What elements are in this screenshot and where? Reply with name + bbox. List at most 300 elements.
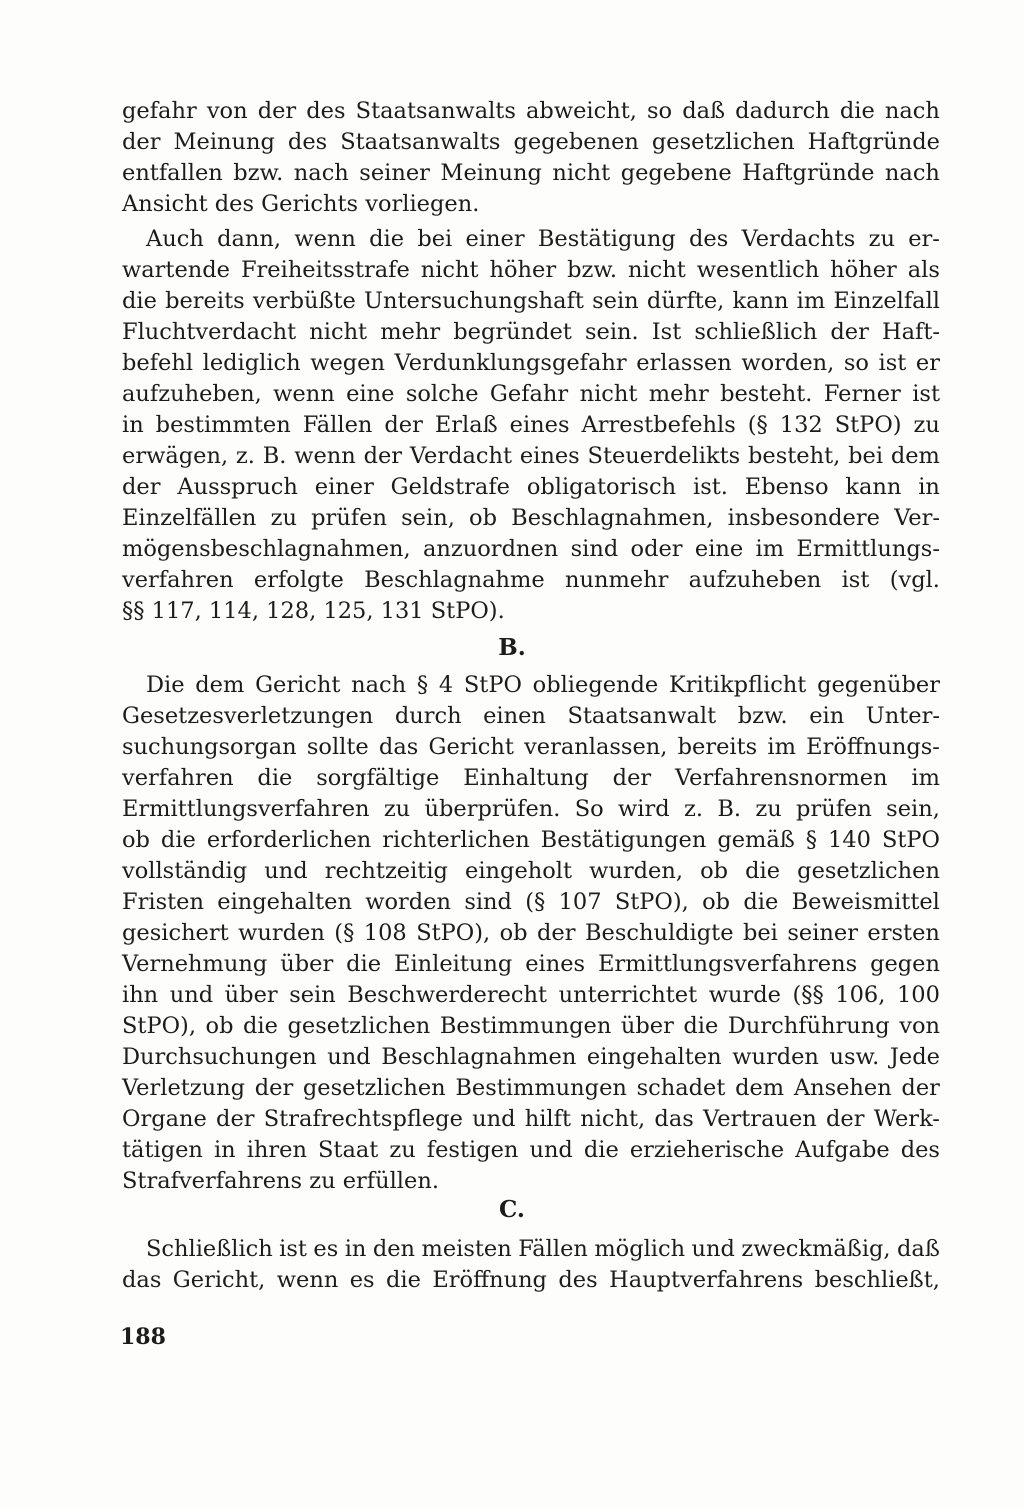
word: solche — [405, 381, 479, 407]
word: Haftgründe — [807, 129, 940, 155]
word: 140 — [828, 827, 871, 853]
word: B. — [717, 796, 742, 822]
word: ist — [912, 381, 940, 407]
word: im — [796, 288, 826, 314]
word: Hauptverfahrens — [609, 1267, 804, 1293]
word: mehr — [648, 381, 709, 407]
word: z. — [684, 796, 704, 822]
word: Freiheitsstrafe — [240, 257, 410, 283]
word: die — [257, 765, 293, 791]
text-line — [122, 825, 940, 856]
text-line: §§ 117, 114, 128, 125, 131 StPO). — [122, 598, 505, 624]
word: die — [369, 226, 405, 252]
section-heading-c: C. — [499, 1196, 525, 1223]
word: er — [915, 350, 940, 376]
word: hilft — [524, 1106, 571, 1132]
word: Gericht, — [172, 1267, 266, 1293]
word: besteht, — [748, 443, 841, 469]
text-line — [122, 1042, 940, 1073]
word: dann, — [217, 226, 282, 252]
word: dürfte, — [646, 288, 725, 314]
text-line — [122, 763, 940, 794]
word: nach — [293, 160, 349, 186]
word: ist — [841, 567, 870, 593]
word: ihn — [122, 982, 159, 1008]
word: als — [907, 257, 940, 283]
word: die — [683, 1013, 719, 1039]
word: Beschlagnahmen — [381, 1044, 577, 1070]
word: des — [689, 226, 729, 252]
word: Meinung — [440, 160, 542, 186]
word: sein, — [886, 796, 940, 822]
word: sollte — [306, 734, 369, 760]
word: Einzelfall — [833, 288, 940, 314]
word: § — [805, 827, 818, 853]
word: höher — [830, 257, 897, 283]
word: usw. — [829, 1044, 880, 1070]
word: in — [344, 1236, 367, 1262]
word: Staatsanwalts — [355, 98, 516, 124]
word: sein. — [584, 319, 639, 345]
word: der — [122, 474, 161, 500]
word: eingehalten — [217, 889, 352, 915]
word: suchungsorgan — [122, 734, 297, 760]
text-line — [122, 1265, 940, 1296]
word: die — [160, 827, 196, 853]
word: schließlich — [694, 319, 818, 345]
paragraph-4 — [122, 1234, 940, 1296]
word: zu — [913, 412, 940, 438]
text-line — [122, 887, 940, 918]
word: ist — [279, 1236, 307, 1262]
word: das — [654, 1106, 694, 1132]
word: gemäß — [717, 827, 795, 853]
word: Unter- — [865, 703, 940, 729]
word: möglich — [594, 1236, 686, 1262]
word: StPO), — [122, 1013, 196, 1039]
word: wenn — [273, 381, 335, 407]
word: wenn — [276, 1267, 339, 1293]
word: im — [767, 734, 796, 760]
word: Vertrauen — [703, 1106, 817, 1132]
word: kann — [732, 288, 789, 314]
word: und — [529, 1137, 573, 1163]
word: in — [122, 412, 144, 438]
word: Vernehmung — [122, 951, 268, 977]
word: der — [216, 1106, 255, 1132]
text-line — [122, 732, 940, 763]
word: ist — [878, 350, 907, 376]
word: wegen — [310, 350, 385, 376]
paragraph-1 — [122, 96, 940, 220]
word: der — [612, 765, 652, 791]
word: ersten — [867, 920, 940, 946]
text-line — [122, 127, 940, 158]
word: gesichert — [122, 920, 229, 946]
word: nicht, — [580, 1106, 646, 1132]
word: nicht — [420, 257, 479, 283]
word: gefahr — [122, 98, 197, 124]
word: so — [647, 98, 673, 124]
word: wurden — [732, 1044, 819, 1070]
word: von — [899, 1013, 940, 1039]
word: die — [243, 1013, 278, 1039]
word: Fällen — [302, 412, 373, 438]
word: befehl — [122, 350, 194, 376]
word: Haftgründe — [742, 160, 875, 186]
word: rechtzeitig — [324, 858, 448, 884]
word: des — [558, 1267, 598, 1293]
word: des — [287, 129, 328, 155]
word: eines — [519, 443, 580, 469]
word: das — [378, 734, 419, 760]
word: bei — [848, 443, 884, 469]
word: Ermittlungs- — [796, 536, 940, 562]
text-line — [122, 794, 940, 825]
word: sein — [289, 982, 336, 1008]
word: Verdunklungsgefahr — [394, 350, 627, 376]
word: gegen — [870, 951, 940, 977]
word: Kritikpflicht — [668, 672, 807, 698]
section-heading-b: B. — [498, 634, 526, 661]
word: ein — [809, 703, 845, 729]
word: dadurch — [735, 98, 830, 124]
word: eines — [525, 951, 586, 977]
word: Verfahrensnormen — [675, 765, 888, 791]
text-line — [122, 317, 940, 348]
text-line — [122, 949, 940, 980]
word: entfallen — [122, 160, 223, 186]
word: dem — [195, 672, 245, 698]
word: Meinung — [173, 129, 275, 155]
word: der — [257, 98, 297, 124]
word: bestimmten — [155, 412, 291, 438]
word: eine — [694, 536, 744, 562]
word: insbesondere — [727, 505, 880, 531]
word: Fällen — [518, 1236, 588, 1262]
word: beschließt, — [814, 1267, 940, 1293]
word: unterrichtet — [558, 982, 698, 1008]
word: seiner — [359, 160, 430, 186]
word: zu — [755, 796, 782, 822]
word: Bestimmungen — [455, 1075, 627, 1101]
word: prüfen — [311, 505, 387, 531]
word: richterlichen — [382, 827, 530, 853]
word: zweckmäßig, — [741, 1236, 891, 1262]
word: bzw. — [567, 257, 618, 283]
word: wurden — [238, 920, 325, 946]
text-line: Strafverfahrens zu erfüllen. — [122, 1168, 439, 1194]
word: der — [537, 920, 576, 946]
word: Die — [146, 672, 185, 698]
word: Staat — [317, 1137, 379, 1163]
word: über — [224, 982, 278, 1008]
word: ob — [499, 920, 528, 946]
word: und — [169, 982, 214, 1008]
word: Strafrechtspflege — [263, 1106, 463, 1132]
text-line — [122, 1011, 940, 1042]
word: 106, — [835, 982, 886, 1008]
word: Ermittlungsverfahren — [122, 796, 370, 822]
word: obligatorisch — [526, 474, 677, 500]
word: veranlassen, — [524, 734, 668, 760]
word: verfahren — [122, 567, 234, 593]
word: So — [574, 796, 604, 822]
word: StPO — [463, 672, 522, 698]
word: prüfen — [796, 796, 872, 822]
word: Auch — [146, 226, 204, 252]
word: Beschlagnahme — [364, 567, 545, 593]
word: einer — [465, 226, 525, 252]
word: mehr — [380, 319, 441, 345]
word: der — [901, 1075, 940, 1101]
word: Ausspruch — [177, 474, 298, 500]
text-line — [122, 472, 940, 503]
word: bereits — [165, 288, 245, 314]
word: gesetzlichen — [302, 1075, 446, 1101]
word: der — [830, 319, 869, 345]
word: Bestätigung — [537, 226, 676, 252]
word: nach — [884, 160, 940, 186]
word: und — [691, 1236, 735, 1262]
word: das — [122, 1267, 162, 1293]
word: wird — [618, 796, 670, 822]
word: daß — [682, 98, 726, 124]
word: die — [346, 951, 382, 977]
word: Werk- — [873, 1106, 940, 1132]
word: Fluchtverdacht — [122, 319, 297, 345]
text-line — [122, 1104, 940, 1135]
word: Ferner — [823, 381, 901, 407]
word: es — [313, 1236, 339, 1262]
word: sorgfältige — [316, 765, 440, 791]
word: des — [900, 1137, 940, 1163]
text-line — [122, 534, 940, 565]
word: z. — [235, 443, 255, 469]
word: worden — [365, 889, 452, 915]
word: bei — [742, 920, 778, 946]
word: und — [472, 1106, 516, 1132]
word: der — [363, 443, 403, 469]
word: ob — [205, 1013, 234, 1039]
word: ob — [700, 858, 729, 884]
word: ob — [702, 889, 731, 915]
word: Durchsuchungen — [122, 1044, 317, 1070]
word: Ermittlungsverfahrens — [598, 951, 858, 977]
word: Gericht — [428, 734, 514, 760]
word: Einzelfällen — [122, 505, 257, 531]
word: Verletzung — [122, 1075, 246, 1101]
word: die — [745, 858, 781, 884]
word: aufzuheben, — [122, 381, 262, 407]
word: 4 — [438, 672, 454, 698]
word: gegenüber — [817, 672, 940, 698]
word: nicht — [628, 257, 686, 283]
word: 107 — [558, 889, 602, 915]
text-line — [122, 565, 940, 596]
word: Staatsanwalt — [567, 703, 717, 729]
word: nicht — [309, 319, 368, 345]
word: daß — [897, 1236, 940, 1262]
word: festigen — [426, 1137, 519, 1163]
word: durch — [394, 703, 462, 729]
word: eine — [346, 381, 395, 407]
word: erforderlichen — [206, 827, 372, 853]
word: der — [254, 1075, 294, 1101]
text-line — [122, 1073, 940, 1104]
word: von — [206, 98, 248, 124]
word: (§ — [747, 412, 768, 438]
text-line — [122, 701, 940, 732]
word: Eröffnungs- — [806, 734, 940, 760]
word: 132 — [779, 412, 823, 438]
word: gegebene — [620, 160, 732, 186]
word: bereits — [677, 734, 758, 760]
word: Jede — [889, 1044, 940, 1070]
word: in — [213, 1137, 236, 1163]
text-line — [122, 348, 940, 379]
page-number: 188 — [120, 1324, 166, 1350]
word: ihren — [246, 1137, 307, 1163]
word: bzw. — [737, 703, 788, 729]
word: nicht — [552, 160, 611, 186]
word: Bestimmungen — [439, 1013, 612, 1039]
word: dem — [735, 1075, 785, 1101]
word: worden, — [741, 350, 835, 376]
word: wenn — [294, 443, 356, 469]
word: gesetzlichen — [287, 1013, 431, 1039]
word: wesentlich — [696, 257, 820, 283]
word: Erlaß — [434, 412, 498, 438]
word: Bestätigungen — [540, 827, 707, 853]
word: zu — [868, 226, 895, 252]
word: Ist — [651, 319, 682, 345]
text-line — [122, 224, 940, 255]
word: erwägen, — [122, 443, 229, 469]
word: Aufgabe — [795, 1137, 890, 1163]
text-line — [122, 286, 940, 317]
word: die — [743, 889, 779, 915]
word: seiner — [787, 920, 858, 946]
word: (§§ — [792, 982, 824, 1008]
word: 100 — [896, 982, 940, 1008]
text-line — [122, 503, 940, 534]
word: es — [349, 1267, 375, 1293]
word: Ver- — [894, 505, 940, 531]
word: Gefahr — [489, 381, 569, 407]
word: schadet — [636, 1075, 726, 1101]
word: die — [386, 1267, 421, 1293]
word: den — [372, 1236, 416, 1262]
word: dem — [890, 443, 940, 469]
word: Haft- — [881, 319, 940, 345]
word: sind — [464, 889, 512, 915]
word: erlassen — [636, 350, 732, 376]
paragraph-3 — [122, 670, 940, 1197]
word: sein — [592, 288, 639, 314]
text-line — [122, 670, 940, 701]
word: Einhaltung — [463, 765, 589, 791]
word: Ebenso — [744, 474, 829, 500]
word: wurden, — [589, 858, 684, 884]
word: erfolgte — [253, 567, 344, 593]
text-line — [122, 918, 940, 949]
word: Fristen — [122, 889, 204, 915]
word: mögensbeschlagnahmen, — [122, 536, 411, 562]
word: abweicht, — [526, 98, 637, 124]
word: die — [583, 1137, 619, 1163]
word: der — [826, 1106, 865, 1132]
word: begründet — [453, 319, 572, 345]
word: ob — [469, 505, 497, 531]
word: überprüfen. — [424, 796, 561, 822]
word: 108 — [363, 920, 407, 946]
word: Durchführung — [727, 1013, 890, 1039]
word: ob — [122, 827, 150, 853]
word: gesetzlichen — [651, 129, 795, 155]
word: Gericht — [255, 672, 341, 698]
word: Beschuldigte — [584, 920, 734, 946]
text-line — [122, 1234, 940, 1265]
word: StPO), — [614, 889, 689, 915]
word: Steuerdelikts — [587, 443, 741, 469]
word: vollständig — [122, 858, 248, 884]
word: bzw. — [233, 160, 284, 186]
paragraph-2 — [122, 224, 940, 627]
text-line — [122, 856, 940, 887]
word: eingeholt — [465, 858, 573, 884]
word: in — [918, 474, 940, 500]
word: besteht. — [720, 381, 813, 407]
text-line — [122, 158, 940, 189]
word: einen — [483, 703, 546, 729]
word: und — [327, 1044, 371, 1070]
word: StPO) — [834, 412, 902, 438]
word: der — [384, 412, 423, 438]
word: StPO — [881, 827, 940, 853]
word: (vgl. — [889, 567, 940, 593]
word: nicht — [579, 381, 638, 407]
word: er- — [908, 226, 940, 252]
text-line — [122, 1135, 940, 1166]
word: erzieherische — [629, 1137, 785, 1163]
word: Organe — [122, 1106, 207, 1132]
word: nach — [351, 672, 407, 698]
word: Untersuchungshaft — [364, 288, 584, 314]
word: zu — [270, 505, 297, 531]
text-line — [122, 96, 940, 127]
word: im — [755, 536, 785, 562]
word: wartende — [122, 257, 230, 283]
word: kann — [845, 474, 902, 500]
text-line — [122, 255, 940, 286]
text-line — [122, 410, 940, 441]
word: Beweismittel — [791, 889, 940, 915]
word: Arrestbefehls — [581, 412, 736, 438]
word: meisten — [421, 1236, 512, 1262]
word: verbüßte — [252, 288, 356, 314]
word: eines — [509, 412, 570, 438]
word: über — [620, 1013, 674, 1039]
word: Eröffnung — [432, 1267, 547, 1293]
word: eingehalten — [586, 1044, 722, 1070]
word: zu — [383, 796, 411, 822]
word: (§ — [334, 920, 355, 946]
word: höher — [489, 257, 557, 283]
word: so — [843, 350, 869, 376]
word: der — [122, 129, 161, 155]
word: gesetzlichen — [797, 858, 940, 884]
